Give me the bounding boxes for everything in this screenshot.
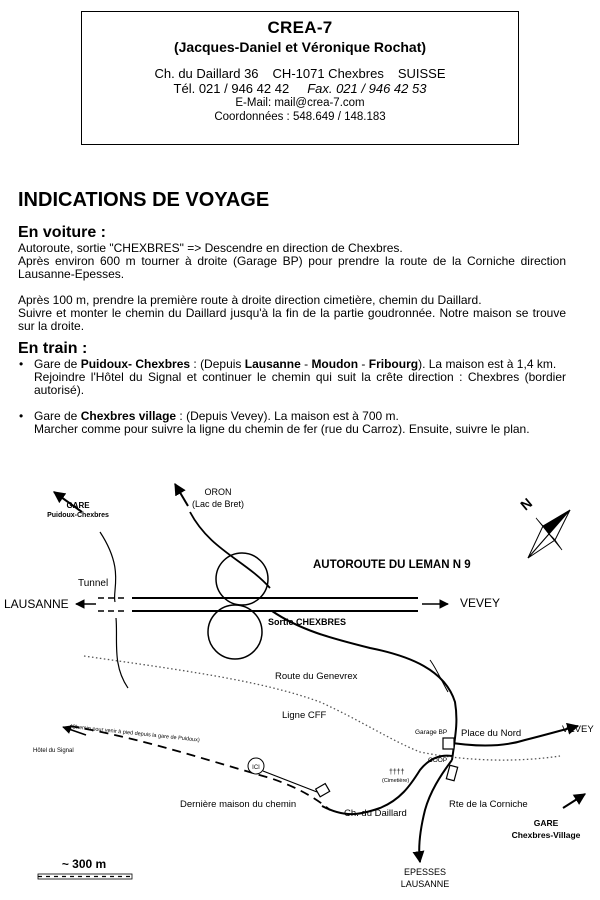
cemetery-icon: †††† xyxy=(389,769,405,776)
map-label-gare-chexbres: GARE xyxy=(533,818,559,828)
car-heading: En voiture : xyxy=(18,224,107,241)
interchange-loop-south xyxy=(208,605,262,659)
map-label-ligne-cff: Ligne CFF xyxy=(282,710,327,721)
station-name: Puidoux- Chexbres xyxy=(80,357,191,371)
map-label-lausanne: LAUSANNE xyxy=(4,597,69,611)
text: Marcher comme pour suivre la ligne du chemin de fer (rue du Carroz). Ensuite, suivre le plan. xyxy=(34,422,530,436)
map-label-garage-bp: Garage BP xyxy=(415,729,448,736)
origin-city: Moudon xyxy=(311,357,359,371)
email: E-Mail: mail@crea-7.com xyxy=(235,97,365,109)
map-label-hotel-signal: Hôtel du Signal xyxy=(33,748,74,754)
scale-label: ~ 300 m xyxy=(61,857,107,871)
telephone: Tél. 021 / 946 42 42 xyxy=(173,81,290,96)
text: Rejoindre l'Hôtel du Signal et continuer le chemin qui suit la crête direction : Chexbres (bordier autorisé). xyxy=(34,370,566,397)
map-label-epesses: EPESSES xyxy=(403,867,447,877)
country: SUISSE xyxy=(397,66,446,81)
text: Gare de xyxy=(34,357,81,371)
station-name: Chexbres village xyxy=(80,409,177,423)
house-icon xyxy=(316,784,330,797)
map-label-ici: ICI xyxy=(252,765,260,771)
train-heading: En train : xyxy=(18,340,88,357)
map-label-rte-corniche: Rte de la Corniche xyxy=(449,799,528,810)
fax: Fax. 021 / 946 42 53 xyxy=(307,81,427,96)
car-block-1 xyxy=(18,242,566,281)
map-label-vevey-road: VEVEY xyxy=(562,724,594,735)
map-label-vevey-east: VEVEY xyxy=(460,596,501,610)
arrow-icon xyxy=(175,484,188,506)
map-label-autoroute: AUTOROUTE DU LEMAN N 9 xyxy=(313,559,471,571)
car-paragraph-4: Suivre et monter le chemin du Daillard jusqu'à la fin de la partie goudronnée. Notre maison se trouve sur la droite. xyxy=(18,306,566,333)
page-title: INDICATIONS DE VOYAGE xyxy=(18,189,270,211)
road-puidoux xyxy=(100,532,116,602)
car-block-2 xyxy=(18,294,566,333)
garage-icon xyxy=(443,738,454,749)
access-map xyxy=(0,470,600,900)
map-label-route-genevrex: Route du Genevrex xyxy=(275,671,358,682)
road-genevrex xyxy=(272,611,456,760)
map-label-gare-chexbres-name: Chexbres-Village xyxy=(511,830,581,840)
contact-box xyxy=(81,11,519,145)
map-label-gare-puidoux: GARE xyxy=(66,501,90,510)
address-line xyxy=(82,66,518,81)
train-section xyxy=(18,340,566,436)
postal-city: CH-1071 Chexbres xyxy=(272,66,384,81)
owners-name: (Jacques-Daniel et Véronique Rochat) xyxy=(173,39,427,55)
list-item xyxy=(18,410,566,436)
map-label-ch-daillard: Ch. du Daillard xyxy=(344,808,407,819)
text: - xyxy=(358,357,369,371)
map-label-oron: ORON xyxy=(204,487,232,497)
map-label-derniere-maison: Dernière maison du chemin xyxy=(180,799,297,810)
map-label-lac-bret: (Lac de Bret) xyxy=(191,499,245,509)
text: Gare de xyxy=(34,409,81,423)
coordinates: Coordonnées : 548.649 / 148.183 xyxy=(214,111,386,123)
phone-line xyxy=(82,81,518,96)
text: : (Depuis xyxy=(190,357,245,371)
car-section xyxy=(18,224,566,333)
text: : (Depuis Vevey). La maison est à 700 m. xyxy=(176,409,399,423)
train-list xyxy=(18,358,566,436)
origin-city: Lausanne xyxy=(244,357,301,371)
compass-icon xyxy=(528,510,570,558)
road-thin-east xyxy=(430,660,448,692)
list-item xyxy=(18,358,566,397)
car-paragraph-1: Autoroute, sortie "CHEXBRES" => Descendre en direction de Chexbres. xyxy=(18,241,403,255)
map-label-sortie: Sortie CHEXBRES xyxy=(268,617,347,627)
company-name: CREA-7 xyxy=(267,18,333,37)
map-label-place-nord: Place du Nord xyxy=(461,728,522,739)
text: ). La maison est à 1,4 km. xyxy=(418,357,557,371)
car-paragraph-2: Après environ 600 m tourner à droite (Garage BP) pour prendre la route de la Corniche direction Lausanne-Epesses. xyxy=(18,254,566,281)
north-label: N xyxy=(517,494,536,514)
car-paragraph-3: Après 100 m, prendre la première route à droite direction cimetière, chemin du Daillard. xyxy=(18,293,482,307)
coop-icon xyxy=(446,765,457,781)
map-label-lausanne-south: LAUSANNE xyxy=(400,879,450,889)
house-pointer xyxy=(263,771,317,792)
scale-bar xyxy=(38,874,132,879)
map-label-chemin-pied: (Chemin pour venir à pied depuis la gare de Puidoux) xyxy=(69,724,200,744)
map-label-tunnel: Tunnel xyxy=(78,578,109,589)
street: Ch. du Daillard 36 xyxy=(154,66,259,81)
walking-path xyxy=(70,726,330,810)
road-oron xyxy=(190,512,270,588)
map-label-gare-puidoux-name: Puidoux-Chexbres xyxy=(47,512,109,519)
origin-city: Fribourg xyxy=(368,357,419,371)
road-daillard xyxy=(322,756,452,815)
text: - xyxy=(300,357,312,371)
road-tunnel-south xyxy=(116,618,128,688)
arrow-icon xyxy=(563,794,585,808)
map-label-cimetiere: (Cimetière) xyxy=(382,778,410,784)
map-label-coop: COOP xyxy=(428,757,448,764)
